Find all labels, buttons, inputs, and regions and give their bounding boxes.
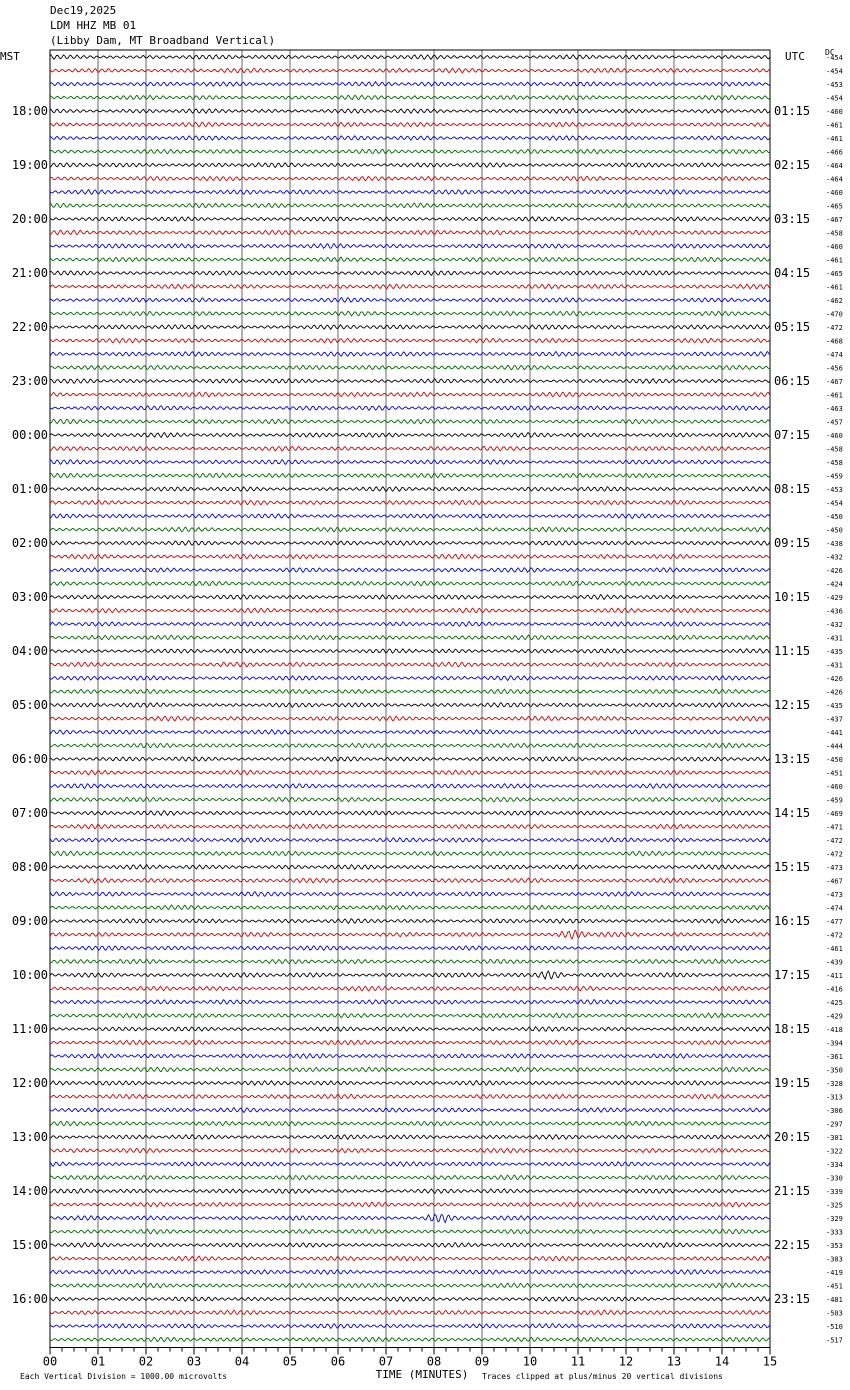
trace-line [50,784,770,789]
trace-line [50,338,770,342]
trace-line [50,527,770,532]
dc-offset-label: -313 [826,1093,843,1102]
scale-note: Each Vertical Division = 1000.00 microvolts [20,1372,228,1381]
left-hour-label: 15:00 [11,1238,48,1252]
trace-line [50,55,770,60]
left-hour-label: 14:00 [11,1184,48,1198]
left-hour-label: 10:00 [11,968,48,982]
plot-frame [50,50,770,1348]
dc-offset-label: -461 [826,256,843,265]
trace-line [50,1040,770,1045]
trace-line [50,433,770,438]
right-hour-label: 19:15 [774,1076,811,1090]
dc-offset-label: -454 [826,94,843,103]
trace-line [50,959,770,964]
trace-line [50,190,770,195]
dc-offset-label: -469 [826,810,843,818]
x-tick-label: 02 [138,1354,154,1369]
dc-offset-label: -301 [826,1134,843,1142]
dc-offset-label: -463 [826,405,843,413]
trace-line [50,487,770,492]
dc-offset-label: -458 [826,445,843,454]
trace-line [50,419,770,424]
right-hour-label: 08:15 [774,482,811,496]
dc-offset-label: -467 [826,378,843,386]
dc-offset-label: -459 [826,472,843,481]
dc-offset-label: -297 [826,1120,843,1129]
trace-line [50,473,770,478]
trace-line [50,1027,770,1031]
dc-offset-label: -438 [826,540,843,548]
left-hour-label: 11:00 [11,1022,48,1036]
left-hour-label: 02:00 [11,536,48,550]
trace-line [50,703,770,707]
dc-offset-label: -451 [826,769,843,778]
x-tick-label: 11 [570,1354,586,1369]
trace-line [50,892,770,897]
dc-offset-label: -425 [826,999,843,1007]
right-hour-label: 09:15 [774,536,811,550]
right-hour-label: 22:15 [774,1238,811,1252]
dc-offset-label: -426 [826,675,843,683]
left-timezone-label: MST [0,50,20,63]
left-hour-label: 19:00 [11,158,48,172]
right-hour-label: 04:15 [774,266,811,280]
dc-offset-label: -473 [826,891,843,899]
dc-offset-label: -454 [826,67,843,76]
trace-line [50,217,770,221]
left-hour-label: 18:00 [11,104,48,118]
trace-line [50,230,770,235]
left-hour-label: 13:00 [11,1130,48,1144]
trace-line [50,595,770,600]
dc-offset-label: -432 [826,621,843,629]
grid-lines [50,50,770,1348]
right-hour-label: 18:15 [774,1022,811,1036]
right-hour-label: 06:15 [774,374,811,388]
right-hour-label: 21:15 [774,1184,811,1198]
right-hour-label: 01:15 [774,104,811,118]
dc-offset-label: -481 [826,1296,843,1304]
dc-offset-label: -461 [826,945,843,953]
station-label: LDM HHZ MB 01 [50,19,137,32]
x-tick-label: 01 [90,1354,106,1369]
trace-line [50,649,770,653]
dc-offset-label: -464 [826,162,843,170]
dc-offset-label: -411 [826,972,843,980]
x-tick-label: 06 [330,1354,346,1369]
left-hour-label: 21:00 [11,266,48,280]
x-tick-label: 15 [762,1354,778,1369]
dc-offset-label: -424 [826,580,843,589]
x-axis-title: TIME (MINUTES) [375,1368,469,1381]
trace-line [50,568,770,573]
left-hour-label: 01:00 [11,482,48,496]
trace-line [50,581,770,586]
dc-offset-label: -444 [826,742,843,751]
trace-line [50,730,770,735]
trace-line [50,743,770,748]
trace-line [50,163,770,168]
dc-offset-label: -461 [826,283,843,292]
trace-line [50,284,770,289]
dc-offset-label: -467 [826,877,843,886]
x-tick-label: 00 [42,1354,58,1369]
dc-offset-label: -474 [826,904,843,913]
trace-line [50,971,770,979]
dc-offset-label: -477 [826,918,843,926]
right-hour-label: 12:15 [774,698,811,712]
dc-offset-label: -431 [826,634,843,643]
dc-offset-label: -470 [826,310,843,319]
right-timezone-label: UTC [785,50,805,63]
left-hour-label: 08:00 [11,860,48,874]
trace-line [50,878,770,883]
left-hour-label: 00:00 [11,428,48,442]
x-tick-label: 14 [714,1354,730,1369]
trace-line [50,1175,770,1180]
dc-offset-label: -517 [826,1336,843,1345]
trace-line [50,1054,770,1059]
trace-line [50,149,770,153]
right-hour-label: 10:15 [774,590,811,604]
trace-line [50,446,770,450]
trace-group [50,55,770,1342]
trace-line [50,919,770,924]
right-hour-label: 23:15 [774,1292,811,1306]
dc-offset-label: -322 [826,1147,843,1156]
trace-line [50,811,770,816]
trace-line [50,1229,770,1234]
dc-offset-label: -325 [826,1201,843,1210]
trace-line [50,716,770,721]
dc-offset-label: -435 [826,702,843,710]
trace-line [50,1297,770,1301]
trace-line [50,608,770,613]
trace-line [50,500,770,504]
trace-line [50,770,770,775]
dc-offset-label: -353 [826,1242,843,1250]
left-hour-label: 22:00 [11,320,48,334]
left-hour-label: 20:00 [11,212,48,226]
x-axis [43,1348,777,1369]
dc-offset-label: -441 [826,729,843,737]
right-hour-labels [774,104,810,1306]
dc-offset-label: -454 [826,499,843,508]
trace-line [50,1000,770,1004]
right-hour-label: 20:15 [774,1130,811,1144]
dc-offset-label: -436 [826,607,843,616]
station-description: (Libby Dam, MT Broadband Vertical) [50,34,276,47]
dc-offset-label: -458 [826,459,843,467]
date-label: Dec19,2025 [50,4,117,17]
dc-offset-label: -394 [826,1039,843,1048]
dc-offset-label: -472 [826,931,843,940]
dc-offset-label: -453 [826,81,843,89]
trace-line [50,946,770,951]
dc-offset-label: -460 [826,108,843,116]
right-hour-label: 17:15 [774,968,811,982]
dc-offset-label: -471 [826,823,843,832]
x-tick-label: 07 [378,1354,394,1369]
trace-line [50,68,770,73]
dc-offset-label: -383 [826,1255,843,1264]
dc-offset-label: -426 [826,567,843,575]
left-hour-label: 16:00 [11,1292,48,1306]
trace-line [50,352,770,357]
trace-line [50,365,770,369]
dc-offset-label: -458 [826,229,843,238]
trace-line [50,460,770,465]
trace-line [50,1243,770,1248]
dc-offset-label: -503 [826,1309,843,1318]
trace-line [50,1094,770,1098]
trace-line [50,1324,770,1329]
trace-line [50,757,770,761]
x-tick-label: 08 [426,1354,442,1369]
dc-offset-label: -330 [826,1174,843,1183]
dc-offset-label: -460 [826,189,843,197]
trace-line [50,905,770,910]
x-tick-label: 10 [522,1354,538,1369]
trace-line [50,824,770,829]
trace-line [50,392,770,397]
trace-line [50,298,770,302]
dc-offset-label: -339 [826,1188,843,1196]
trace-line [50,635,770,640]
trace-line [50,244,770,249]
dc-offset-label: -450 [826,756,843,764]
trace-line [50,203,770,207]
right-hour-label: 07:15 [774,428,811,442]
right-hour-label: 16:15 [774,914,811,928]
dc-offset-label: -460 [826,783,843,791]
trace-line [50,82,770,86]
trace-line [50,514,770,519]
dc-offset-label: -451 [826,1282,843,1291]
dc-label: DC [825,48,835,57]
right-hour-label: 14:15 [774,806,811,820]
trace-line [50,325,770,330]
dc-offset-label: -328 [826,1080,843,1088]
left-hour-label: 09:00 [11,914,48,928]
dc-offset-label: -467 [826,216,843,224]
trace-line [50,257,770,262]
dc-offset-label: -510 [826,1323,843,1331]
dc-offset-label: -472 [826,850,843,859]
trace-line [50,838,770,843]
dc-offset-label: -432 [826,553,843,562]
trace-line [50,1337,770,1341]
dc-offset-label: -465 [826,202,843,211]
dc-offset-label: -454 [826,54,843,62]
trace-line [50,1270,770,1275]
trace-line [50,176,770,180]
dc-offset-label: -457 [826,418,843,427]
dc-offset-label: -461 [826,121,843,130]
dc-offset-label: -465 [826,270,843,278]
dc-offset-label: -350 [826,1066,843,1075]
dc-offset-label: -472 [826,324,843,332]
trace-line [50,662,770,666]
trace-line [50,406,770,411]
trace-line [50,1256,770,1261]
dc-offset-labels [826,54,843,1345]
dc-offset-label: -439 [826,958,843,967]
dc-offset-label: -450 [826,513,843,521]
dc-offset-label: -334 [826,1161,843,1169]
left-hour-label: 12:00 [11,1076,48,1090]
left-hour-label: 05:00 [11,698,48,712]
x-tick-label: 05 [282,1354,298,1369]
trace-line [50,676,770,681]
x-tick-label: 03 [186,1354,202,1369]
dc-offset-label: -437 [826,715,843,724]
dc-offset-label: -429 [826,1012,843,1021]
clip-note: Traces clipped at plus/minus 20 vertical divisions [482,1372,723,1381]
trace-line [50,851,770,856]
dc-offset-label: -329 [826,1215,843,1223]
dc-offset-label: -466 [826,148,843,157]
dc-offset-label: -416 [826,985,843,994]
trace-line [50,689,770,693]
trace-line [50,1310,770,1315]
dc-offset-label: -460 [826,432,843,440]
x-tick-label: 09 [474,1354,490,1369]
left-hour-label: 03:00 [11,590,48,604]
trace-line [50,1067,770,1072]
dc-offset-label: -474 [826,351,843,359]
trace-line [50,1013,770,1018]
dc-offset-label: -333 [826,1228,843,1237]
dc-offset-label: -426 [826,688,843,697]
left-hour-label: 23:00 [11,374,48,388]
left-hour-labels [12,104,48,1306]
right-hour-label: 03:15 [774,212,811,226]
trace-line [50,541,770,546]
trace-line [50,1121,770,1126]
dc-offset-label: -431 [826,661,843,670]
right-hour-label: 05:15 [774,320,811,334]
dc-offset-label: -450 [826,526,843,535]
dc-offset-label: -419 [826,1269,843,1277]
trace-line [50,1214,770,1222]
trace-line [50,622,770,627]
dc-offset-label: -460 [826,243,843,251]
dc-offset-label: -464 [826,175,843,184]
trace-line [50,930,770,938]
trace-line [50,554,770,559]
dc-offset-label: -459 [826,796,843,805]
left-hour-label: 04:00 [11,644,48,658]
trace-line [50,136,770,140]
dc-offset-label: -418 [826,1026,843,1034]
dc-offset-label: -462 [826,297,843,305]
x-tick-label: 04 [234,1354,250,1369]
dc-offset-label: -461 [826,391,843,400]
trace-line [50,865,770,870]
left-hour-label: 07:00 [11,806,48,820]
dc-offset-label: -456 [826,364,843,373]
right-hour-label: 02:15 [774,158,811,172]
dc-offset-label: -468 [826,337,843,346]
x-tick-label: 12 [618,1354,634,1369]
right-hour-label: 11:15 [774,644,811,658]
right-hour-label: 13:15 [774,752,811,766]
trace-line [50,1202,770,1207]
dc-offset-label: -435 [826,648,843,656]
dc-offset-label: -429 [826,594,843,602]
trace-line [50,109,770,114]
trace-line [50,1081,770,1086]
dc-offset-label: -461 [826,135,843,143]
trace-line [50,1162,770,1167]
right-hour-label: 15:15 [774,860,811,874]
dc-offset-label: -453 [826,486,843,494]
trace-line [50,1135,770,1140]
trace-line [50,1189,770,1193]
trace-line [50,797,770,802]
trace-line [50,379,770,384]
dc-offset-label: -361 [826,1053,843,1061]
left-hour-label: 06:00 [11,752,48,766]
trace-line [50,311,770,316]
x-tick-label: 13 [666,1354,682,1369]
trace-line [50,122,770,127]
trace-line [50,986,770,991]
dc-offset-label: -306 [826,1107,843,1115]
trace-line [50,1108,770,1113]
trace-line [50,95,770,100]
dc-offset-label: -472 [826,837,843,845]
dc-offset-label: -473 [826,864,843,872]
trace-line [50,271,770,276]
trace-line [50,1148,770,1152]
trace-line [50,1283,770,1288]
